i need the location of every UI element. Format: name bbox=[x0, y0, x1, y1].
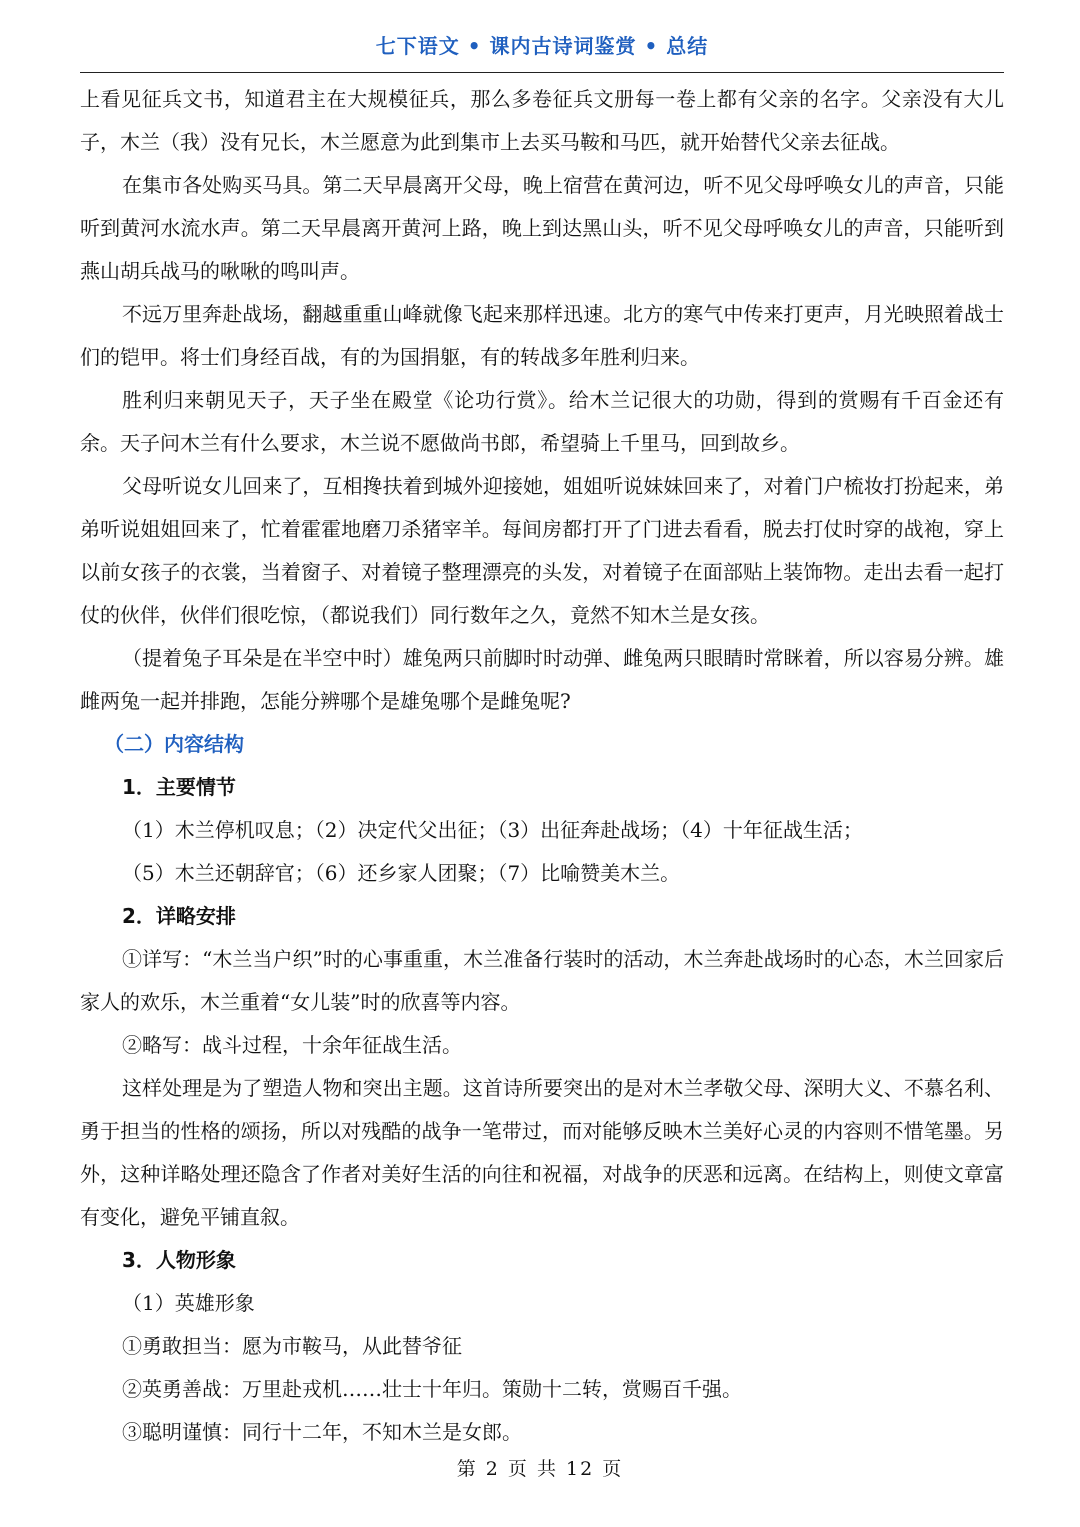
detail-written-item: ①详写：“木兰当户织”时的心事重重，木兰准备行装时的活动，木兰奔赴战场时的心态，木兰回家后家人的欢乐，木兰重着“女儿装”时的欣喜等内容。 bbox=[80, 947, 1004, 1014]
paragraph-arrangement-analysis: 这样处理是为了塑造人物和突出主题。这首诗所要突出的是对木兰孝敬父母、深明大义、不慕名利、勇于担当的性格的颂扬，所以对残酷的战争一笔带过，而对能够反映木兰美好心灵的内容则不惜笔墨。另外，这种详略处理还隐含了作者对美好生活的向往和祝福，对战争的厌恶和远离。在结构上，则使文章富有变化，避免平铺直叙。 bbox=[80, 1076, 1004, 1229]
paragraph-translation-6: （提着兔子耳朵是在半空中时）雄兔两只前脚时时动弹、雌兔两只眼睛时常眯着，所以容易分辨。雄雌两兔一起并排跑，怎能分辨哪个是雄兔哪个是雌兔呢? bbox=[80, 646, 1004, 713]
hero-image-heading: （1）英雄形象 bbox=[122, 1291, 255, 1315]
paragraph-translation-5: 父母听说女儿回来了，互相搀扶着到城外迎接她，姐姐听说妹妹回来了，对着门户梳妆打扮起来，弟弟听说姐姐回来了，忙着霍霍地磨刀杀猪宰羊。每间房都打开了门进去看看，脱去打仗时穿的战袍，穿上以前女孩子的衣裳，当着窗子、对着镜子整理漂亮的头发，对着镜子在面部贴上装饰物。走出去看一起打仗的伙伴，伙伴们很吃惊，（都说我们）同行数年之久，竟然不知木兰是女孩。 bbox=[80, 474, 1004, 627]
plot-list-line-2: （5）木兰还朝辞官；（6）还乡家人团聚；（7）比喻赞美木兰。 bbox=[122, 861, 681, 885]
subheading-main-plot: 1．主要情节 bbox=[122, 775, 236, 799]
subheading-character-image: 3．人物形象 bbox=[122, 1248, 236, 1272]
hero-trait-2: ②英勇善战：万里赴戎机……壮士十年归。策勋十二转，赏赐百千强。 bbox=[122, 1377, 742, 1401]
paragraph-translation-4: 胜利归来朝见天子，天子坐在殿堂《论功行赏》。给木兰记很大的功勋，得到的赏赐有千百金还有余。天子问木兰有什么要求，木兰说不愿做尚书郎，希望骑上千里马，回到故乡。 bbox=[80, 388, 1004, 455]
brief-written-item: ②略写：战斗过程，十余年征战生活。 bbox=[122, 1033, 462, 1057]
section-heading-content-structure: （二）内容结构 bbox=[104, 732, 244, 756]
paragraph-translation-2: 在集市各处购买马具。第二天早晨离开父母，晚上宿营在黄河边，听不见父母呼唤女儿的声音，只能听到黄河水流水声。第二天早晨离开黄河上路，晚上到达黑山头，听不见父母呼唤女儿的声音，只能听到燕山胡兵战马的啾啾的鸣叫声。 bbox=[80, 173, 1004, 283]
subheading-detail-arrangement: 2．详略安排 bbox=[122, 904, 236, 928]
page-header-title: 七下语文 • 课内古诗词鉴赏 • 总结 bbox=[375, 34, 709, 58]
plot-list-line-1: （1）木兰停机叹息；（2）决定代父出征；（3）出征奔赴战场；（4）十年征战生活； bbox=[122, 818, 863, 842]
hero-trait-3: ③聪明谨慎：同行十二年，不知木兰是女郎。 bbox=[122, 1420, 522, 1444]
document-body bbox=[80, 78, 1004, 1454]
paragraph-translation-3: 不远万里奔赴战场，翻越重重山峰就像飞起来那样迅速。北方的寒气中传来打更声，月光映照着战士们的铠甲。将士们身经百战，有的为国捐躯，有的转战多年胜利归来。 bbox=[80, 302, 1004, 369]
page-number-footer: 第 2 页 共 12 页 bbox=[456, 1458, 624, 1480]
hero-trait-1: ①勇敢担当：愿为市鞍马，从此替爷征 bbox=[122, 1334, 462, 1358]
header-divider bbox=[80, 72, 1004, 73]
paragraph-translation-1: 上看见征兵文书，知道君主在大规模征兵，那么多卷征兵文册每一卷上都有父亲的名字。父亲没有大儿子，木兰（我）没有兄长，木兰愿意为此到集市上去买马鞍和马匹，就开始替代父亲去征战。 bbox=[80, 87, 1004, 154]
